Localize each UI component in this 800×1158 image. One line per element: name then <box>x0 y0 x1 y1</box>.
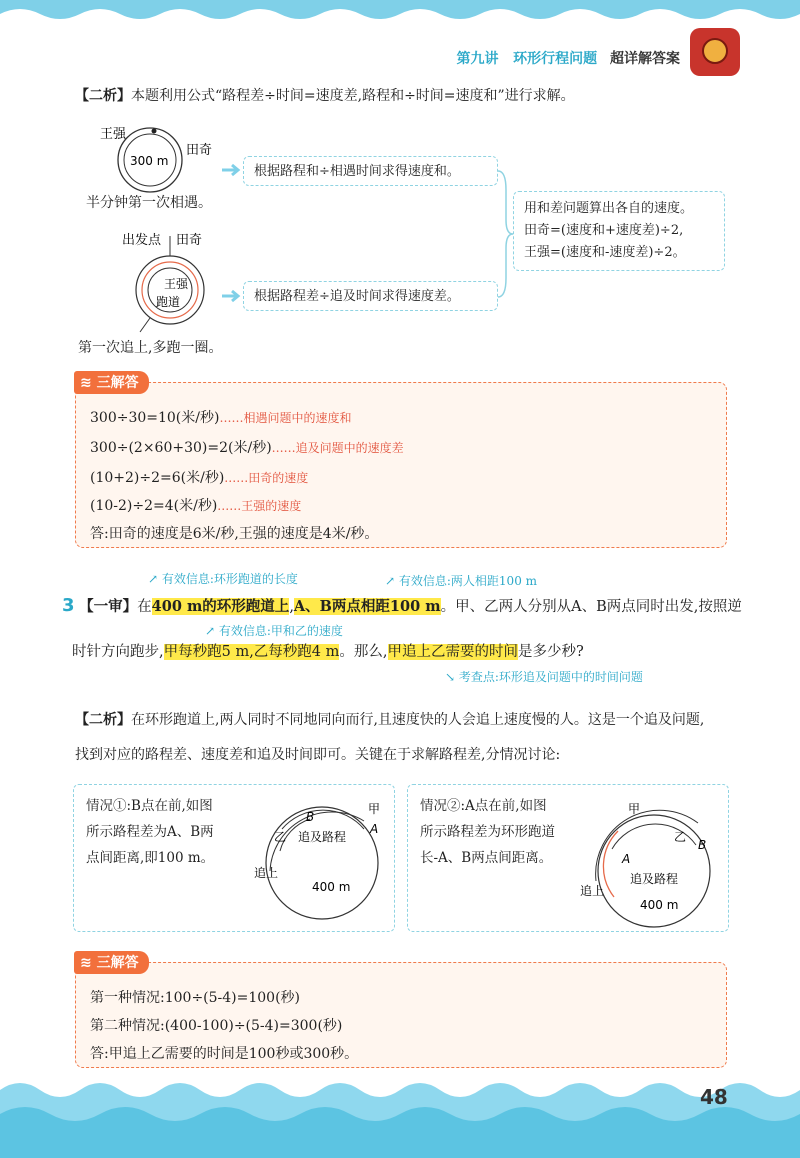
sol2-line-1: 第一种情况:100÷(5-4)=100(秒) <box>90 990 301 1006</box>
solution-box-2 <box>75 955 727 1068</box>
analysis3-line1: 【二析】在环形跑道上,两人同时不同地同向而行,且速度快的人会追上速度慢的人。这是一个追及问题, <box>75 712 705 728</box>
annotation-distance: ↗ 有效信息:两人相距100 m <box>385 574 538 588</box>
annotation-speeds: ↗ 有效信息:甲和乙的速度 <box>205 624 343 638</box>
analysis3-line2: 找到对应的路程差、速度差和追及时间即可。关键在于求解路程差,分情况讨论: <box>75 747 561 763</box>
highlight-distance: A、B两点相距100 m <box>293 598 441 615</box>
page-header <box>457 48 681 68</box>
svg-text:A: A <box>370 822 379 836</box>
problem3-line2: 时针方向跑步,甲每秒跑5 m,乙每秒跑4 m。那么,甲追上乙需要的时间是多少秒? <box>72 644 584 660</box>
case1-box <box>73 784 395 932</box>
case1-diagram <box>254 791 394 931</box>
d2-name-b: 田奇 <box>176 233 203 248</box>
analysis-tag: 【二析】 <box>75 88 131 104</box>
box-speed-diff: 根据路程差÷追及时间求得速度差。 <box>243 281 498 311</box>
logo-emblem-icon <box>702 38 728 64</box>
svg-text:甲: 甲 <box>628 802 641 816</box>
svg-text:追上: 追上 <box>580 884 605 898</box>
solution-badge-2: ≋ 三解答 <box>74 951 149 974</box>
topic-label: 环形行程问题 <box>513 51 598 67</box>
svg-text:B: B <box>306 810 315 824</box>
annotation-question: ↘ 考查点:环形追及问题中的时间问题 <box>445 670 643 684</box>
bottom-wave-decoration <box>0 1070 800 1158</box>
highlight-track: 400 m的环形跑道上 <box>151 598 290 615</box>
svg-text:400 m: 400 m <box>640 898 679 912</box>
svg-text:乙: 乙 <box>674 830 687 844</box>
result-line-2: 田奇=(速度和+速度差)÷2, <box>524 223 684 238</box>
svg-text:A: A <box>622 852 631 866</box>
case2-box <box>407 784 729 932</box>
solution-box-1 <box>75 375 727 548</box>
chapter-label: 第九讲 <box>456 51 499 67</box>
svg-text:乙: 乙 <box>274 830 287 844</box>
d2-name-a: 王强 <box>164 277 189 291</box>
d1-distance: 300 m <box>130 154 169 168</box>
solution-badge: ≋ 三解答 <box>74 371 149 394</box>
sol1-line-4: (10-2)÷2=4(米/秒)……王强的速度 <box>90 498 302 514</box>
problem-tag: 【一审】 <box>79 599 138 615</box>
svg-text:B: B <box>698 838 707 852</box>
problem-number: 3 <box>62 595 75 616</box>
svg-text:甲: 甲 <box>368 802 381 816</box>
case2-diagram <box>578 791 728 931</box>
sol1-line-2: 300÷(2×60+30)=2(米/秒)……追及问题中的速度差 <box>90 440 404 456</box>
d1-name-b: 田奇 <box>186 143 213 158</box>
d1-caption: 半分钟第一次相遇。 <box>86 195 212 211</box>
result-line-1: 用和差问题算出各自的速度。 <box>524 201 694 216</box>
problem3-line1: 3 【一审】在400 m的环形跑道上,A、B两点相距100 m。甲、乙两人分别从A、B两点同时出发,按照逆 <box>62 595 742 616</box>
svg-text:追及路程: 追及路程 <box>298 830 347 844</box>
d2-caption: 第一次追上,多跑一圈。 <box>78 340 223 356</box>
analysis-line <box>75 86 575 106</box>
sol2-line-2: 第二种情况:(400-100)÷(5-4)=300(秒) <box>90 1018 343 1034</box>
svg-text:追及路程: 追及路程 <box>630 872 679 886</box>
svg-text:400 m: 400 m <box>312 880 351 894</box>
answer-label: 超详解答案 <box>610 51 680 67</box>
top-wave-decoration <box>0 0 800 30</box>
case2-text: 情况②:A点在前,如图 所示路程差为环形跑道 长-A、B两点间距离。 <box>420 798 555 866</box>
brace-connector <box>498 170 514 300</box>
sol1-answer: 答:田奇的速度是6米/秒,王强的速度是4米/秒。 <box>90 526 379 542</box>
d2-track: 跑道 <box>156 295 181 309</box>
svg-text:追上: 追上 <box>254 866 279 880</box>
highlight-time: 甲追上乙需要的时间 <box>387 644 518 660</box>
sol1-line-3: (10+2)÷2=6(米/秒)……田奇的速度 <box>90 470 309 486</box>
sol2-answer: 答:甲追上乙需要的时间是100秒或300秒。 <box>90 1046 359 1062</box>
box-speed-sum: 根据路程和÷相遇时间求得速度和。 <box>243 156 498 186</box>
book-logo <box>690 28 740 76</box>
result-line-3: 王强=(速度和-速度差)÷2。 <box>524 245 686 260</box>
sol1-line-1: 300÷30=10(米/秒)……相遇问题中的速度和 <box>90 410 352 426</box>
analysis-text: 本题利用公式“路程差÷时间=速度差,路程和÷时间=速度和”进行求解。 <box>131 88 575 104</box>
d2-start-label: 出发点 <box>122 233 162 248</box>
d1-name-a: 王强 <box>100 127 127 142</box>
highlight-speeds: 甲每秒跑5 m,乙每秒跑4 m <box>163 644 340 660</box>
annotation-track-length: ↗ 有效信息:环形跑道的长度 <box>148 572 298 586</box>
case1-text: 情况①:B点在前,如图 所示路程差为A、B两 点间距离,即100 m。 <box>86 798 215 866</box>
box-result <box>513 191 725 271</box>
page-number: 48 <box>700 1085 728 1109</box>
